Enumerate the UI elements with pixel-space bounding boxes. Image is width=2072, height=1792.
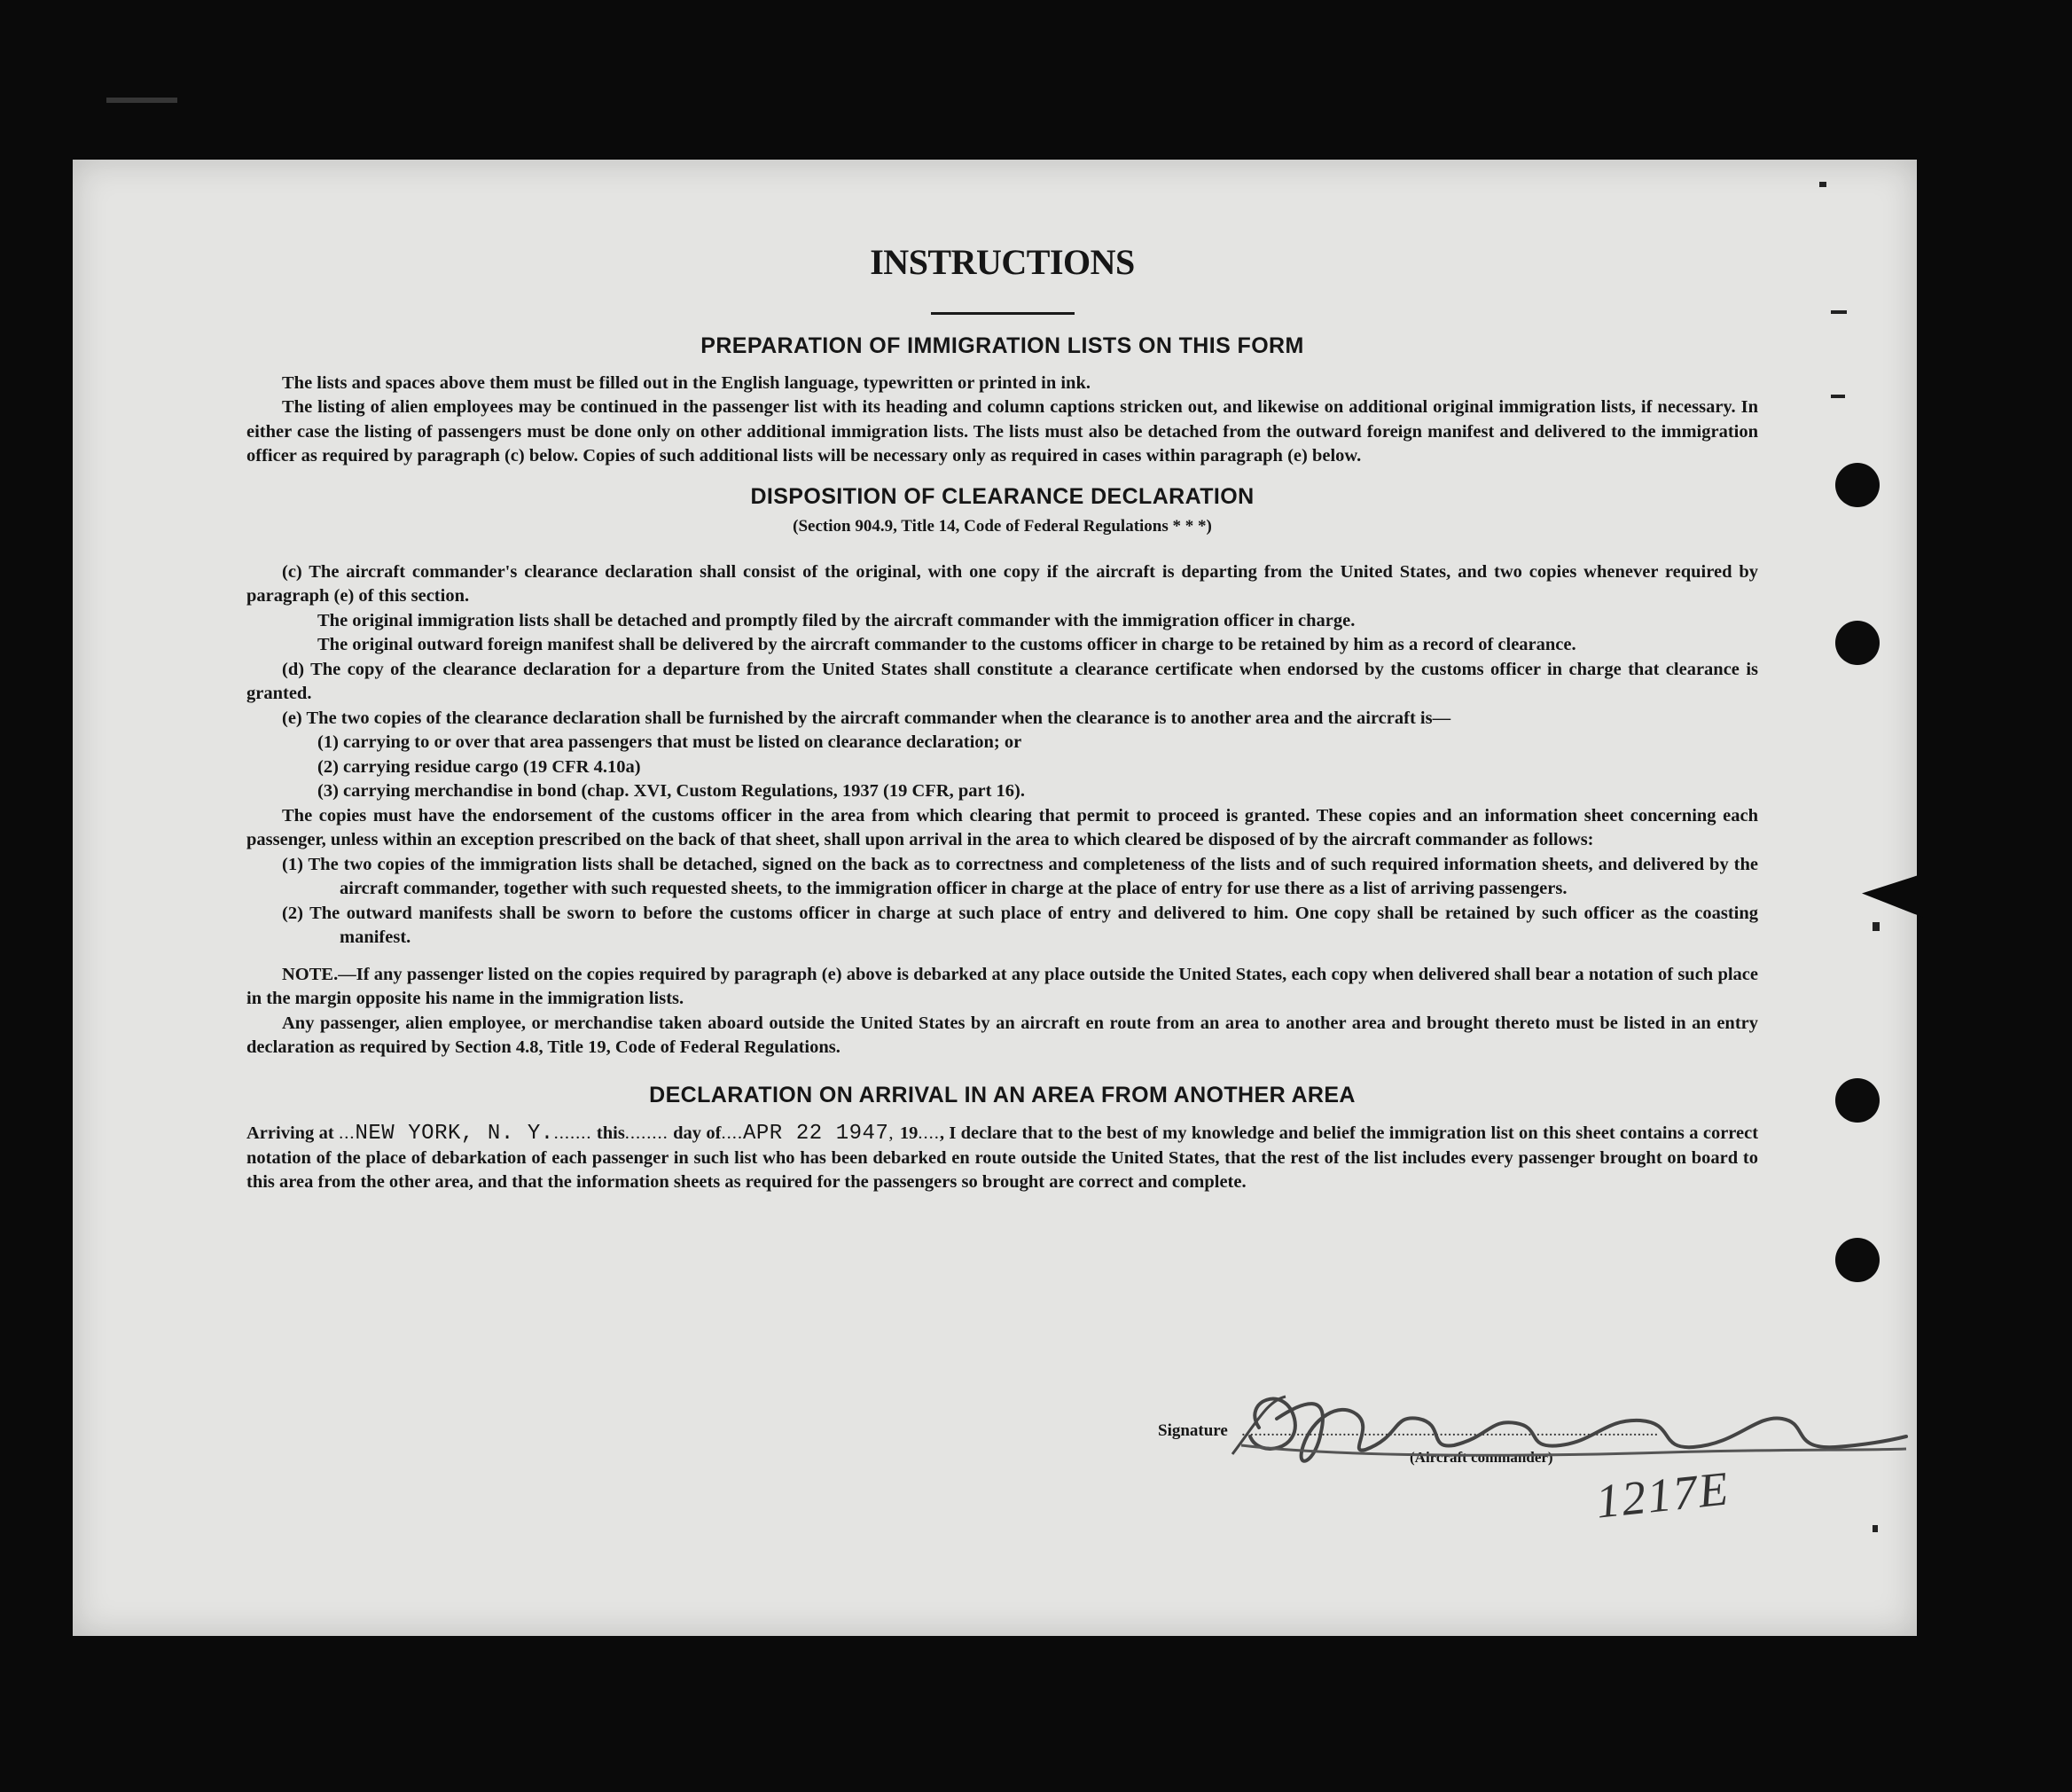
title-rule [931, 312, 1075, 315]
arrival-date-stamp: APR 22 1947 [742, 1122, 889, 1146]
arriving-label: Arriving at [246, 1123, 334, 1143]
year-prefix: 19 [899, 1123, 919, 1143]
paragraph-e-3: (3) carrying merchandise in bond (chap. XVI, Custom Regulations, 1937 (19 CFR, part 16). [317, 781, 1025, 801]
punch-hole [1835, 621, 1880, 665]
scan-mark [1819, 182, 1826, 187]
signature-caption: (Aircraft commander) [1410, 1449, 1553, 1466]
handwritten-reference-number: 1217E [1593, 1461, 1732, 1529]
punch-hole [1835, 463, 1880, 507]
paragraph-e-2: (2) carrying residue cargo (19 CFR 4.10a) [317, 756, 641, 777]
paragraph-copies-1: (1) The two copies of the immigration lists shall be detached, signed on the back as to correctness and completeness of the lists and of such required information sheets, and delivered by the aircraft commander, together with such requested sheets, to the immigration officer in charge at the place of entry for use there as a list of arriving passengers. [282, 854, 1758, 898]
paragraph-c-1: The original immigration lists shall be detached and promptly filed by the aircraft commander with the immigration officer in charge. [317, 610, 1356, 630]
paragraph-e-1: (1) carrying to or over that area passengers that must be listed on clearance declaration; or [317, 732, 1022, 752]
signature-label: Signature [1158, 1421, 1228, 1440]
section-heading-disposition: DISPOSITION OF CLEARANCE DECLARATION [750, 483, 1255, 509]
signature-line: ................................................................................................... [1241, 1421, 1659, 1440]
note-paragraph: NOTE.—If any passenger listed on the copies required by paragraph (e) above is debarked at any place outside the United States, each copy when delivered shall bear a notation of such place in the margin opposite his name in the immigration lists. [246, 964, 1758, 1008]
arrival-declaration: Arriving at ...NEW YORK, N. Y........ this........ day of....APR 22 1947, 19...., I declare that to the best of my knowledge and belief the immigration list on this sheet contains a correct notation of the place of debarkation of each passenger in such list who has been debarked en route outside the United States, that the rest of the list includes every passenger brought on board to this area from the other area, and that the information sheets as required for the passengers so brought are correct and complete. [246, 1122, 1759, 1192]
handwritten-signature [1224, 1366, 1915, 1507]
paragraph: The lists and spaces above them must be filled out in the English language, typewritten or printed in ink. [282, 372, 1091, 393]
paragraph-d: (d) The copy of the clearance declaration for a departure from the United States shall constitute a clearance certificate when endorsed by the customs officer in charge that clearance is granted. [246, 659, 1758, 703]
declaration-text: , I declare that to the best of my knowledge and belief the immigration list on this sheet contains a correct notation of the place of debarkation of each passenger in such list who has been debarked en route outside the United States, that the rest of the list includes every passenger brought on board to this area from the other area, and that the information sheets as required for the passengers so brought are correct and complete. [246, 1123, 1759, 1192]
paragraph-c-2: The original outward foreign manifest shall be delivered by the aircraft commander to the customs officer in charge to be retained by him as a record of clearance. [317, 635, 1576, 654]
scan-mark [1873, 922, 1880, 931]
scan-mark [1831, 395, 1845, 398]
paragraph: The listing of alien employees may be continued in the passenger list with its heading and column captions stricken out, and likewise on additional original immigration lists, if necessary. In either case the listing of passengers must be done only on other additional immigration lists. The lists must also be detached from the outward foreign manifest and delivered to the immigration officer as required by paragraph (c) below. Copies of such additional lists will be necessary only as required in cases within paragraph (e) below. [246, 397, 1758, 466]
scan-edge-artifact [106, 98, 177, 103]
day-label: day of [673, 1123, 722, 1143]
arrival-port: NEW YORK, N. Y. [355, 1122, 554, 1146]
page-title: INSTRUCTIONS [870, 242, 1135, 282]
paragraph-c: (c) The aircraft commander's clearance declaration shall consist of the original, with one copy if the aircraft is departing from the United States, and two copies whenever required by paragraph (e) of this section. [246, 561, 1758, 606]
section-heading-preparation: PREPARATION OF IMMIGRATION LISTS ON THIS FORM [700, 333, 1304, 358]
paragraph-copies: The copies must have the endorsement of the customs officer in the area from which clearing that permit to proceed is granted. These copies and an information sheet concerning each passenger, unless within an exception prescribed on the back of that sheet, shall upon arrival in the area to which cleared be disposed of by the aircraft commander as follows: [246, 805, 1758, 849]
punch-hole [1835, 1238, 1880, 1282]
section-subheading: (Section 904.9, Title 14, Code of Federal Regulations * * *) [793, 517, 1212, 536]
this-label: this [596, 1123, 625, 1143]
scan-mark [1873, 1525, 1878, 1532]
instructions-content [246, 239, 1758, 1195]
paragraph-e: (e) The two copies of the clearance declaration shall be furnished by the aircraft commander when the clearance is to another area and the aircraft is— [282, 708, 1451, 728]
section-heading-declaration: DECLARATION ON ARRIVAL IN AN AREA FROM ANOTHER AREA [649, 1082, 1356, 1107]
scan-mark [1831, 310, 1847, 314]
paragraph-any: Any passenger, alien employee, or merchandise taken aboard outside the United States by an aircraft en route from an area to another area and brought thereto must be listed in an entry declaration as required by Section 4.8, Title 19, Code of Federal Regulations. [246, 1013, 1758, 1057]
punch-hole [1835, 1078, 1880, 1123]
paragraph-copies-2: (2) The outward manifests shall be sworn to before the customs officer in charge at such place of entry and delivered to him. One copy shall be retained by such officer as the coasting manifest. [282, 903, 1758, 947]
